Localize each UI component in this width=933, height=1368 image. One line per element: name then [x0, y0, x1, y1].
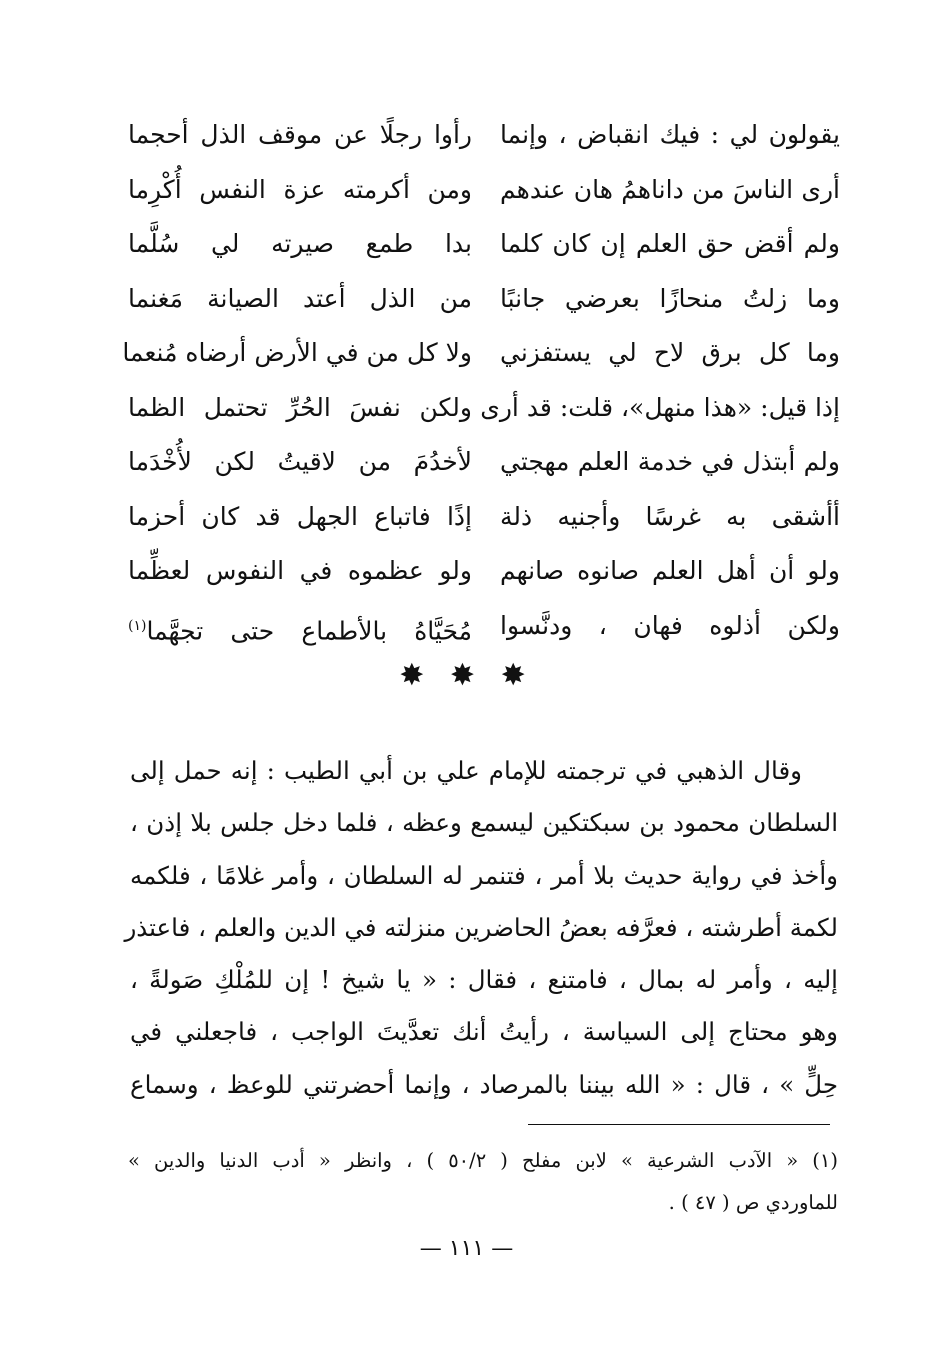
paragraph-line: لكمة أطرشته ، فعرَّفه بعضُ الحاضرين منزلته في الدين والعلم ، فاعتذر: [124, 912, 838, 942]
verse-hemistich: يقولون لي : فيك انقباض ، وإنما: [500, 120, 840, 149]
verse-hemistich: وما زلتُ منحازًا بعرضي جانبًا: [500, 283, 840, 313]
page-number: — ١١١ —: [419, 1236, 514, 1261]
verse-hemistich: أأشقى به غرسًا وأجنيه ذلة: [500, 501, 840, 531]
verse-hemistich: لأخدُمَ من لاقيتُ لكن لأُخْدَما: [128, 447, 472, 476]
paragraph-line: إليه ، وأمر له بمال ، فامتنع ، فقال : « يا شيخ ! إن للمُلْكِ صَولةً ،: [130, 965, 838, 995]
verse-hemistich-last: [128, 599, 472, 654]
poem-right-column: [480, 108, 840, 653]
verse-hemistich: ومن أكرمته عزة النفس أُكْرِما: [128, 174, 472, 204]
footnote-line: (١) « الآدب الشرعية » لابن مفلح ( ٥٠/٢ ) ، وانظر « أدب الدنيا والدين »: [128, 1149, 838, 1172]
verse-hemistich: ولو أن أهل العلم صانوه صانهم: [500, 556, 840, 585]
verse-hemistich: أرى الناسَ من داناهمُ هان عندهم: [500, 174, 840, 204]
paragraph-line: وهو محتاج إلى السياسة ، رأيتُ أنك تعدَّيتَ الواجب ، فاجعلني في: [130, 1017, 838, 1047]
verse-hemistich: ولو عظموه في النفوس لعظِّما: [128, 556, 472, 585]
verse-hemistich: ولكن نفسَ الحُرِّ تحتمل الظما: [128, 392, 472, 422]
paragraph-line: حِلٍّ » ، قال : « الله بيننا بالمرصاد ، وإنما أحضرتني للوعظ ، وسماع: [130, 1069, 838, 1099]
poem-left-column: [122, 108, 472, 653]
poem: [122, 108, 840, 653]
footnote-marker: (١): [128, 617, 147, 634]
footnote-separator: [528, 1124, 830, 1125]
paragraph-line: وقال الذهبي في ترجمته للإمام علي بن أبي الطيب : إنه حمل إلى: [130, 756, 802, 785]
verse-hemistich: ولا كل من في الأرض أرضاه مُنعما: [122, 338, 472, 367]
paragraph-line: السلطان محمود بن سبكتكين ليسمع وعظه ، فلما دخل جلس بلا إذن ،: [130, 808, 838, 838]
verse-hemistich: من الذل أعتد الصيانة مَغنما: [128, 283, 472, 313]
footnotes: [128, 1140, 838, 1224]
verse-hemistich: وما كل برق لاح لي يستفزني: [500, 338, 840, 367]
verse-hemistich: ولكن أذلوه فهان ، ودنَّسوا: [500, 610, 840, 640]
verse-text: مُحَيَّاهُ بالأطماع حتى تجهَّما: [146, 615, 472, 645]
paragraph-line: وأخذ في رواية حديث بلا أمر ، فتنمر له السلطان ، وأمر غلامًا ، فلكمه: [130, 860, 838, 890]
section-divider-ornament: ✸ ✸ ✸: [399, 658, 534, 693]
footnote-line: للماوردي ص ( ٤٧ ) .: [668, 1191, 838, 1214]
body-paragraph: [124, 745, 838, 1111]
verse-hemistich: ولم أقض حق العلم إن كان كلما: [500, 229, 840, 258]
verse-hemistich: رأوا رجلًا عن موقف الذل أحجما: [128, 120, 472, 149]
verse-hemistich: بدا طمع صيرته لي سُلَّما: [128, 229, 472, 258]
verse-hemistich: إذًا فاتباع الجهل قد كان أحزما: [128, 501, 472, 531]
verse-hemistich: إذا قيل: «هذا منهل»، قلت: قد أرى: [480, 392, 840, 422]
verse-hemistich: ولم أبتذل في خدمة العلم مهجتي: [500, 447, 840, 476]
